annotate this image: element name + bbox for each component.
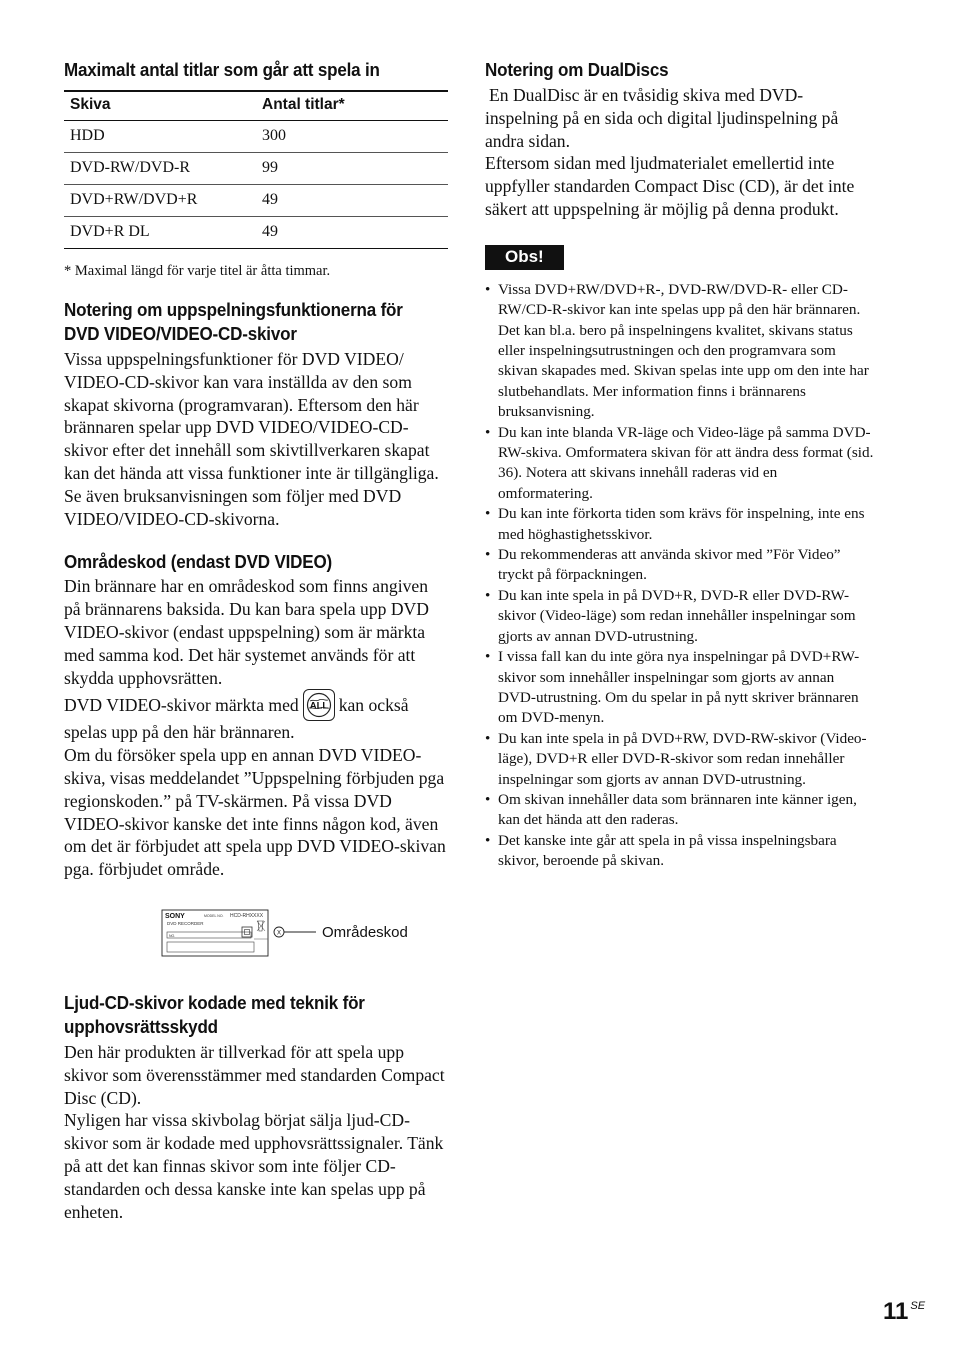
section-copy-protected-cd <box>64 991 448 1223</box>
section-paragraph: Den här produkten är tillverkad för att spela upp skivor som överensstämmer med standarden Compact Disc (CD). <box>64 1041 445 1108</box>
section-heading-line2: upphovsrättsskydd <box>64 1015 218 1037</box>
section-heading-line2: DVD VIDEO/VIDEO-CD-skivor <box>64 323 297 344</box>
table-cell: DVD-RW/DVD-R <box>64 153 256 185</box>
list-item-text: Du kan inte förkorta tiden som krävs för inspelning, inte ens med höghastighetsskivor. <box>498 505 865 543</box>
table-cell: 300 <box>256 121 448 153</box>
bullet: • <box>485 505 491 523</box>
section-paragraph: Nyligen har vissa skivbolag börjat sälja ljud-CD-skivor som är kodade med upphovsrättssignaler. Tänk på att det kan finnas skivor som inte följer CD-standarden och dessa kanske inte kan spelas upp på enheten. <box>64 1110 444 1222</box>
sony-logo: SONY <box>165 912 185 920</box>
section-heading: Områdeskod (endast DVD VIDEO) <box>64 551 332 573</box>
bullet: • <box>485 586 491 604</box>
column-header: Antal titlar* <box>256 91 448 121</box>
model-no-label: MODEL NO. <box>204 913 224 918</box>
section-paragraph-with-icon <box>64 689 448 744</box>
region-code-callout: Områdeskod <box>322 923 408 941</box>
list-item <box>485 280 875 423</box>
bullet: • <box>485 648 491 666</box>
bullet: • <box>485 280 491 298</box>
table-cell: DVD+R DL <box>64 217 256 249</box>
list-item-text: Du kan inte blanda VR-läge och Video-läge på samma DVD-RW-skiva. Omformatera skivan för att ändra dess format (sid. 36). Notera att skivans innehåll raderas vid en omformatering. <box>498 423 874 502</box>
page-language-suffix: SE <box>910 1300 926 1312</box>
list-item <box>485 423 875 505</box>
table-heading: Maximalt antal titlar som går att spela in <box>64 59 380 80</box>
page-number <box>883 1298 925 1326</box>
list-item <box>485 729 875 790</box>
list-item <box>485 586 875 647</box>
table-footnote: * Maximal längd för varje titel är åtta timmar. <box>64 263 331 279</box>
bullet: • <box>485 729 491 747</box>
rear-panel-label-illustration <box>64 909 448 967</box>
titles-table <box>64 90 448 249</box>
section-heading-line1: Ljud-CD-skivor kodade med teknik för <box>64 991 365 1013</box>
table-cell: DVD+RW/DVD+R <box>64 185 256 217</box>
product-name: DVD RECORDER <box>167 920 204 926</box>
dualdisc-heading: Notering om DualDiscs <box>485 59 669 80</box>
list-item <box>485 504 875 545</box>
region-code-mark: X <box>276 930 282 937</box>
list-item-text: Du rekommenderas att använda skivor med ”För Video” tryckt på förpackningen. <box>498 546 841 584</box>
notes-list <box>485 280 875 872</box>
paragraph-text: DVD VIDEO-skivor märkta med <box>64 695 299 716</box>
table-row <box>64 185 448 217</box>
table-row <box>64 217 448 249</box>
obs-label: Obs! <box>485 245 564 270</box>
list-item <box>485 647 875 729</box>
list-item-text: Du kan inte spela in på DVD+R, DVD-R eller DVD-RW-skivor (Video-läge) som redan innehåller inspelningar som gjorts av annan DVD-utrustning. <box>498 586 856 645</box>
region-all-icon <box>303 689 335 721</box>
dualdisc-paragraph: En DualDisc är en tvåsidig skiva med DVD-inspelning på en sida och digital ljudinspelning på andra sidan. <box>485 85 839 151</box>
list-item-text: Vissa DVD+RW/DVD+R-, DVD-RW/DVD-R- eller CD-RW/CD-R-skivor kan inte spelas upp på den här brännaren. Det kan bl.a. bero på inspelningens kvalitet, skivans status eller inspelningsutrustningen och den programvara som skivan skapades med. Skivan spelas inte upp om den inte har slutbehandlats. Mer information finns i brännarens bruksanvisning. <box>498 280 869 421</box>
table-cell: 49 <box>256 217 448 249</box>
page-number-value: 11 <box>883 1298 909 1325</box>
dualdisc-paragraph: Eftersom sidan med ljudmaterialet emellertid inte uppfyller standarden Compact Disc (CD), är det inte säkert att uppspelning är möjlig på denna produkt. <box>485 153 855 219</box>
section-playback-functions <box>64 298 448 530</box>
left-column <box>64 58 448 1223</box>
list-item-text: I vissa fall kan du inte göra nya inspelningar på DVD+RW-skivor som innehåller inspelningar som gjorts av annan DVD-utrustning. Om du spelar in på nytt skriver brännaren om DVD-menyn. <box>498 648 860 727</box>
list-item <box>485 790 875 831</box>
section-paragraph: Din brännare har en områdeskod som finns angiven på brännarens baksida. Du kan bara spela upp DVD VIDEO-skivor (endast uppspelning) som är märkta med samma kod. Det här systemet används för att skydda upphovsrätten. <box>64 576 429 688</box>
table-row <box>64 153 448 185</box>
table-cell: 49 <box>256 185 448 217</box>
section-region-code <box>64 550 448 967</box>
section-heading-line1: Notering om uppspelningsfunktionerna för <box>64 299 403 320</box>
list-item <box>485 545 875 586</box>
serial-no-label: NO. <box>169 933 176 938</box>
table-cell: 99 <box>256 153 448 185</box>
table-header-row <box>64 91 448 121</box>
bullet: • <box>485 831 491 849</box>
paragraph-text: kan också spelas upp på den här brännaren. <box>64 695 409 743</box>
table-row <box>64 121 448 153</box>
model-number: HCD-RHXXXX <box>230 912 264 919</box>
list-item-text: Om skivan innehåller data som brännaren inte känner igen, kan det hända att den raderas. <box>498 790 857 829</box>
bullet: • <box>485 546 491 564</box>
bullet: • <box>485 790 491 808</box>
section-paragraph: Om du försöker spela upp en annan DVD VIDEO-skiva, visas meddelandet ”Uppspelning förbjuden pga regionskoden.” på TV-skärmen. På vissa DVD VIDEO-skivor kanske det inte finns någon kod, även om det är förbjudet att spela upp DVD VIDEO-skivan pga. förbjudet område. <box>64 745 446 880</box>
column-header: Skiva <box>64 91 256 121</box>
list-item-text: Det kanske inte går att spela in på vissa inspelningsbara skivor, beroende på skivan. <box>498 831 837 870</box>
bullet: • <box>485 423 491 441</box>
table-cell: HDD <box>64 121 256 153</box>
list-item-text: Du kan inte spela in på DVD+RW, DVD-RW-skivor (Video-läge), DVD+R eller DVD-R-skivor som redan innehåller inspelningar som gjorts av annan DVD-utrustning. <box>498 729 867 788</box>
right-column <box>485 58 875 872</box>
section-paragraph: Vissa uppspelningsfunktioner för DVD VIDEO/ VIDEO-CD-skivor kan vara inställda av den som skapat skivorna (programvaran). Eftersom den här brännaren spelar upp DVD VIDEO/VIDEO-CD-skivor efter det innehåll som skivtillverkaren skapat kan det hända att vissa funktioner inte är tillgängliga. Se även bruksanvisningen som följer med DVD VIDEO/VIDEO-CD-skivorna. <box>64 349 439 529</box>
region-code-figure <box>64 909 448 967</box>
region-all-label: ALL <box>309 700 328 712</box>
list-item <box>485 831 875 872</box>
